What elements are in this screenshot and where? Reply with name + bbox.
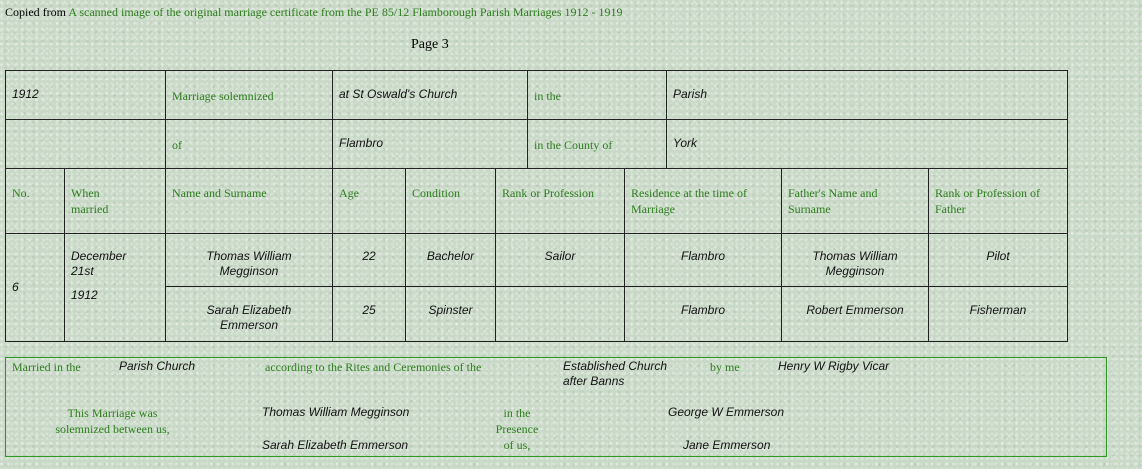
bride-condition: Spinster [405, 286, 496, 342]
bride-father: Robert Emmerson [781, 286, 929, 342]
church-cell: at St Oswald's Church [332, 70, 528, 120]
witness-2: Jane Emmerson [683, 438, 771, 452]
entry-date [64, 233, 166, 342]
col-header-father: Father's Name and Surname [781, 168, 929, 234]
source-link[interactable]: A scanned image of the original marriage certificate from the PE 85/12 Flamborough Parish Marriages 1912 - 1919 [68, 5, 623, 19]
source-prefix: Copied from [5, 5, 66, 19]
bride-name: Sarah Elizabeth Emmerson [165, 286, 333, 342]
entry-date-year: 1912 [71, 288, 98, 302]
bride-father-rank: Fisherman [928, 286, 1068, 342]
groom-name: Thomas William Megginson [165, 233, 333, 287]
presence-line-3: of us, [503, 438, 531, 452]
col-header-no: No. [5, 168, 65, 234]
by-me-label: by me [710, 360, 740, 374]
town-cell: Flambro [332, 119, 528, 169]
col-header-age: Age [332, 168, 406, 234]
groom-father: Thomas William Megginson [781, 233, 929, 287]
church-type: Established Church [563, 359, 668, 373]
groom-age: 22 [332, 233, 406, 287]
rites-label: according to the Rites and Ceremonies of the [265, 360, 482, 374]
groom-father-rank: Pilot [928, 233, 1068, 287]
party-bride: Sarah Elizabeth Emmerson [262, 438, 409, 452]
witness-1: George W Emmerson [668, 405, 785, 419]
bride-residence: Flambro [624, 286, 782, 342]
between-line-1: This Marriage was [67, 406, 158, 420]
after-banns: after Banns [563, 374, 625, 388]
county-label: in the County of [527, 119, 667, 169]
bride-rank [495, 286, 625, 342]
of-label: of [165, 119, 333, 169]
parish-cell: Parish [666, 70, 1068, 120]
col-header-name: Name and Surname [165, 168, 333, 234]
bride-age: 25 [332, 286, 406, 342]
entry-date-day: December 21st [71, 249, 127, 278]
col-header-when: When married [64, 168, 166, 234]
county-cell: York [666, 119, 1068, 169]
married-in-label: Married in the [12, 360, 81, 374]
married-in-value: Parish Church [119, 359, 196, 373]
entry-number: 6 [5, 233, 65, 342]
presence-line-1: in the [503, 406, 531, 420]
col-header-residence: Residence at the time of Marriage [624, 168, 782, 234]
source-line [5, 5, 623, 20]
col-header-rank: Rank or Profession [495, 168, 625, 234]
col-header-condition: Condition [405, 168, 496, 234]
col-header-father-rank: Rank or Profession of Father [928, 168, 1068, 234]
officiant-name: Henry W Rigby Vicar [778, 359, 890, 373]
between-line-2: solemnized between us, [55, 422, 170, 436]
presence-line-2: Presence [495, 422, 539, 436]
page-title: Page 3 [411, 37, 449, 52]
groom-rank: Sailor [495, 233, 625, 287]
groom-residence: Flambro [624, 233, 782, 287]
party-groom: Thomas William Megginson [262, 405, 410, 419]
in-the-label: in the [527, 70, 667, 120]
blank-cell [5, 119, 166, 169]
solemnized-label: Marriage solemnized [165, 70, 333, 120]
groom-condition: Bachelor [405, 233, 496, 287]
year-cell: 1912 [5, 70, 166, 120]
